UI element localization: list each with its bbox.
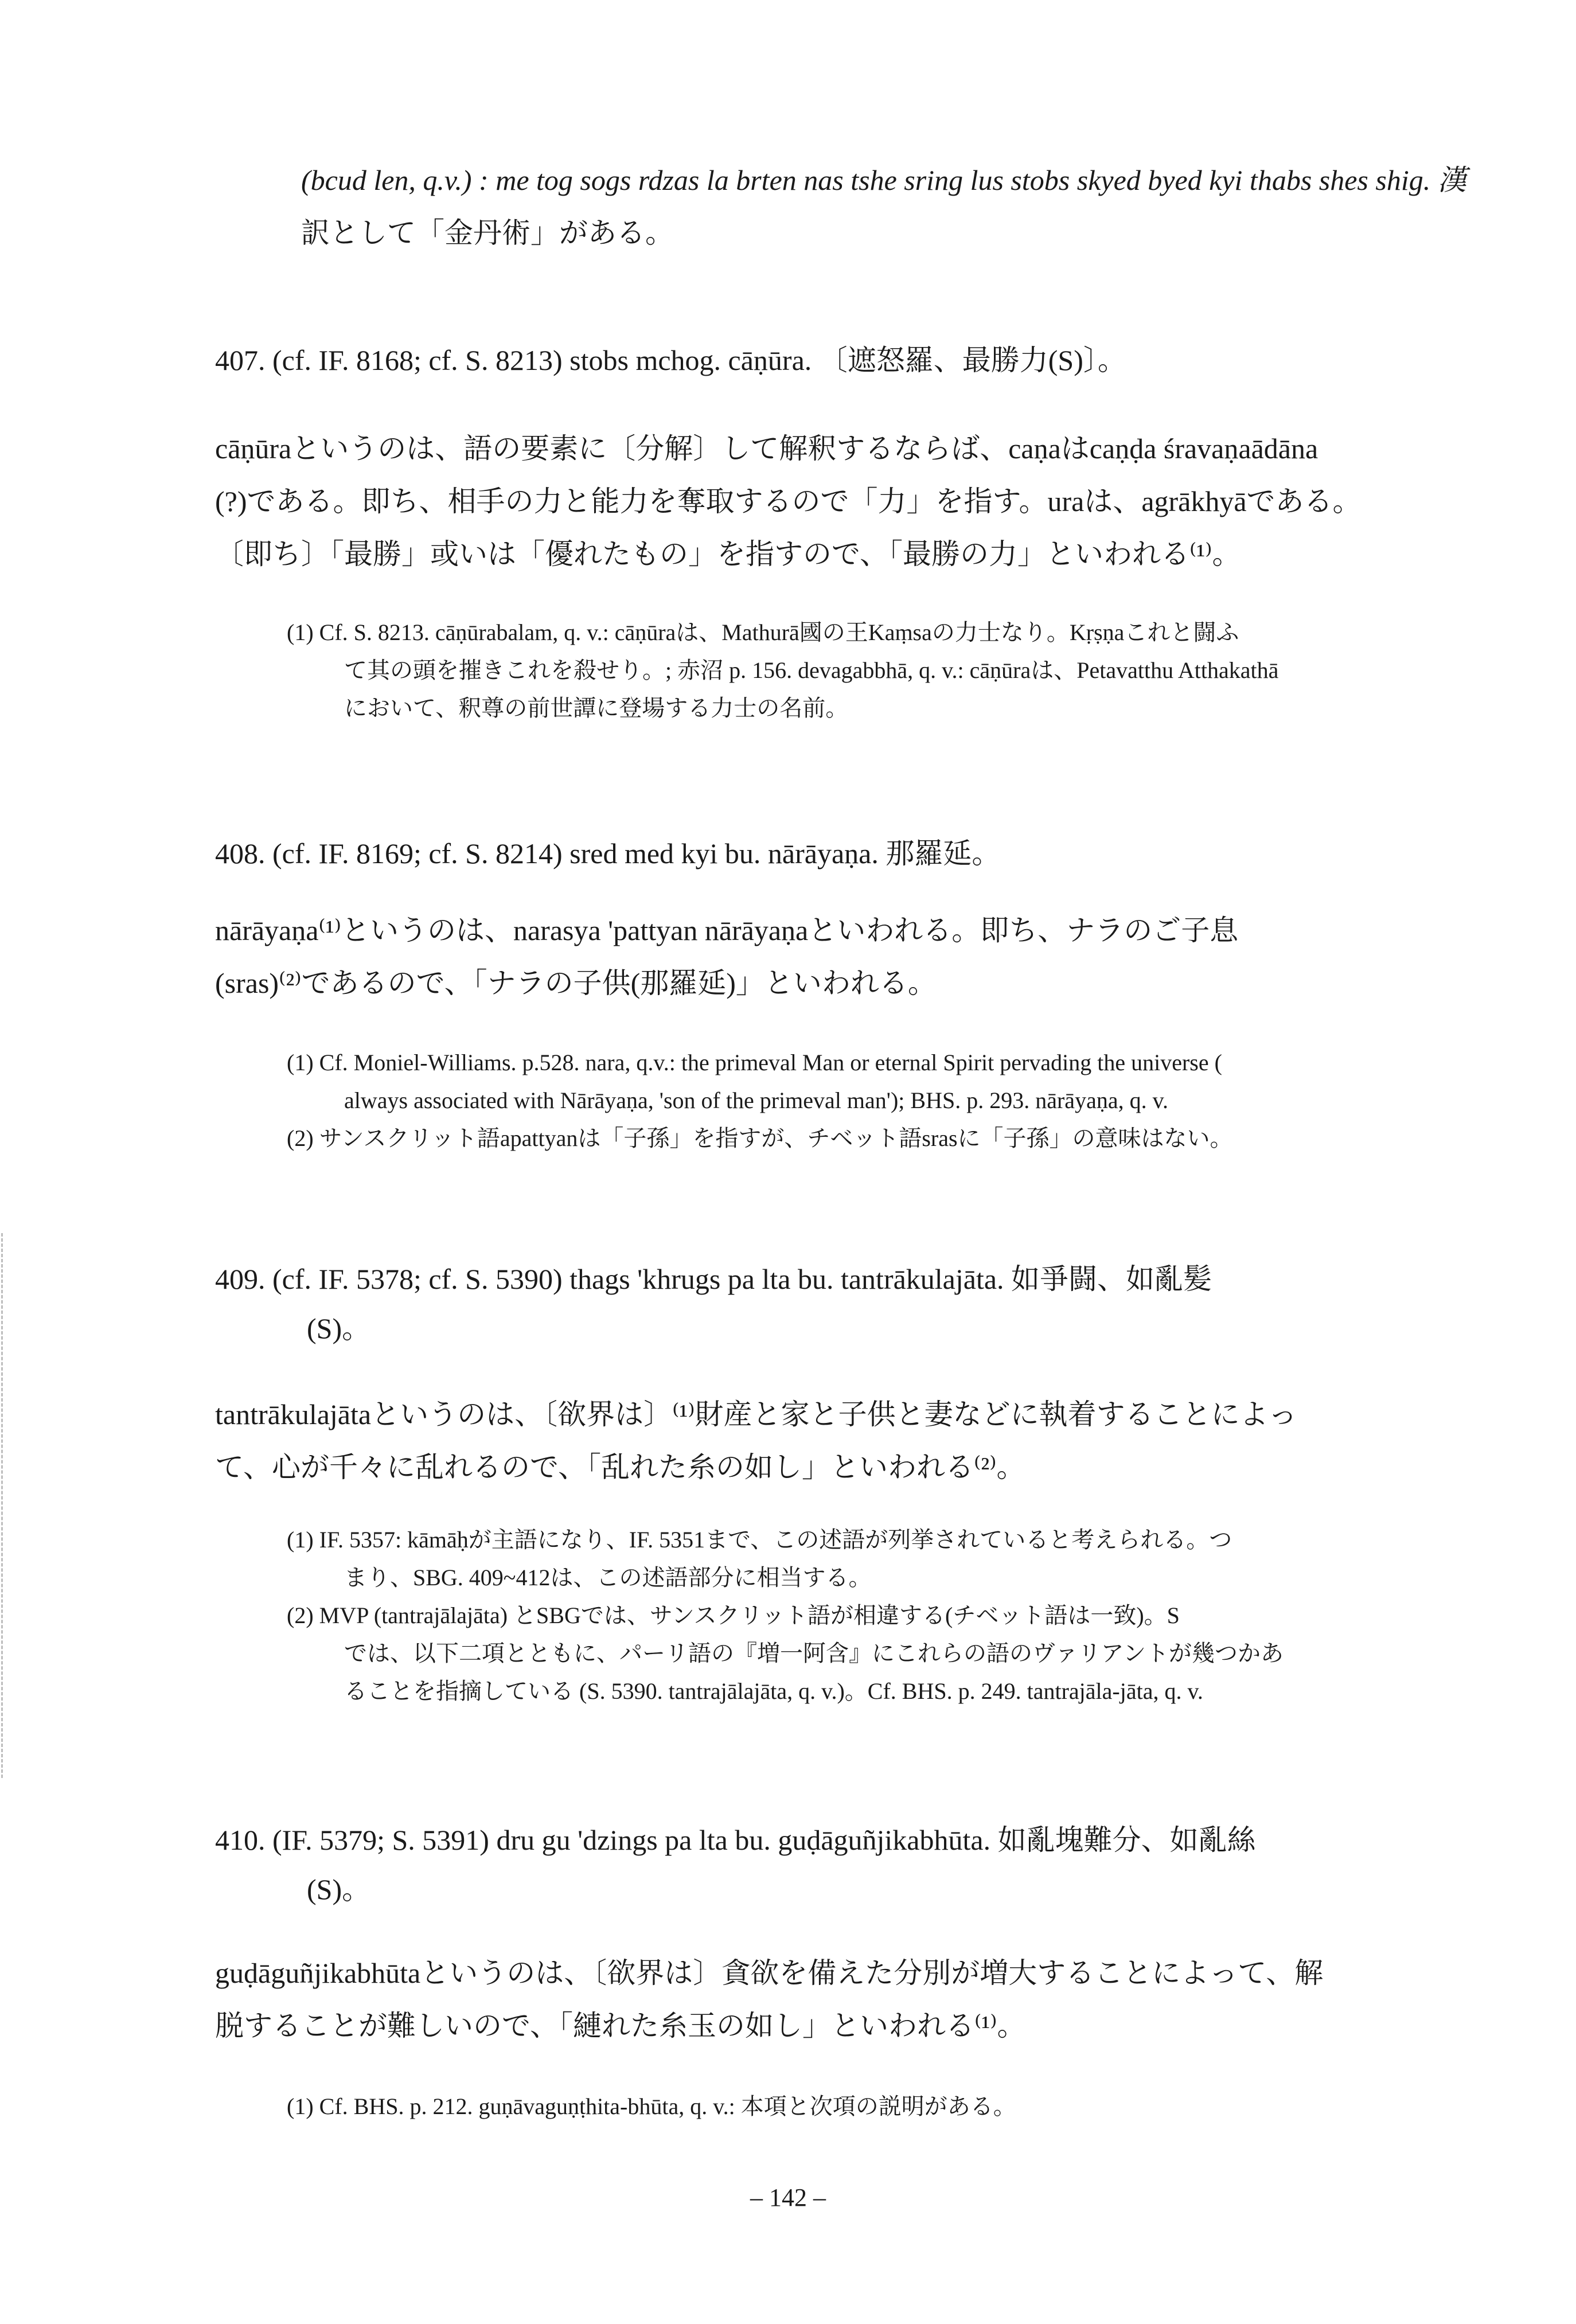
heading-line: 408. (cf. IF. 8169; cf. S. 8214) sred med kyi bu. nārāyaṇa. 那羅延。 xyxy=(215,837,1001,869)
scan-edge-mark xyxy=(1,1233,5,1778)
entry-407-body xyxy=(215,422,1404,580)
entry-409-body xyxy=(215,1388,1404,1494)
text-line: (bcud len, q.v.) : me tog sogs rdzas la brten nas tshe sring lus stobs skyed byed kyi thabs shes shig. 漢 xyxy=(301,164,1466,196)
body-line: guḍāguñjikabhūtaというのは、〔欲界は〕貪欲を備えた分別が増大することによって、解 xyxy=(215,1957,1324,1989)
entry-408-body xyxy=(215,904,1404,1009)
body-line: (sras)⁽²⁾であるので、「ナラの子供(那羅延)」といわれる。 xyxy=(215,967,937,999)
note-line: (1) Cf. S. 8213. cāṇūrabalam, q. v.: cāṇūraは、Mathurā國の王Kaṃsaの力士なり。Kṛṣṇaこれと闘ふ xyxy=(287,619,1239,645)
text-line: 訳として「金丹術」がある。 xyxy=(301,217,674,249)
note-line: (1) IF. 5357: kāmāḥが主語になり、IF. 5351まで、この述語が列挙されていると考えられる。つ xyxy=(287,1527,1232,1553)
body-line: cāṇūraというのは、語の要素に〔分解〕して解釈するならば、caṇaはcaṇḍa śravaṇaādāna xyxy=(215,432,1318,465)
body-line: nārāyaṇa⁽¹⁾というのは、narasya 'pattyan nārāyaṇaといわれる。即ち、ナラのご子息 xyxy=(215,914,1239,946)
entry-409-heading xyxy=(215,1261,1404,1347)
heading-line: (S)。 xyxy=(307,1873,371,1905)
note-line: always associated with Nārāyaṇa, 'son of the primeval man'); BHS. p. 293. nārāyaṇa, q. v. xyxy=(344,1087,1168,1113)
entry-407-notes xyxy=(215,614,1404,727)
note-line: (1) Cf. Moniel-Williams. p.528. nara, q.v.: the primeval Man or eternal Spirit pervading the universe ( xyxy=(287,1050,1222,1075)
heading-line: 407. (cf. IF. 8168; cf. S. 8213) stobs mchog. cāṇūra. 〔遮怒羅、最勝力(S)〕。 xyxy=(215,344,1126,376)
note-line: て其の頭を摧きこれを殺せり。; 赤沼 p. 156. devagabbhā, q. v.: cāṇūraは、Petavatthu Atthakathā xyxy=(344,657,1279,683)
note-line: (2) サンスクリット語apattyanは「子孫」を指すが、チベット語srasに「子孫」の意味はない。 xyxy=(287,1125,1233,1151)
note-line: (1) Cf. BHS. p. 212. guṇāvaguṇṭhita-bhūta, q. v.: 本項と次項の説明がある。 xyxy=(287,2093,1016,2119)
heading-line: 409. (cf. IF. 5378; cf. S. 5390) thags 'khrugs pa lta bu. tantrākulajāta. 如爭闘、如亂髪 xyxy=(215,1263,1212,1295)
body-line: (?)である。即ち、相手の力と能力を奪取するので「力」を指す。uraは、agrākhyāである。 xyxy=(215,485,1362,517)
body-line: 〔即ち〕「最勝」或いは「優れたもの」を指すので、「最勝の力」といわれる⁽¹⁾。 xyxy=(215,538,1241,570)
entry-407-heading xyxy=(215,342,1404,379)
note-line: では、以下二項とともに、パーリ語の『増一阿含』にこれらの語のヴァリアントが幾つかあ xyxy=(344,1640,1284,1666)
heading-line: (S)。 xyxy=(307,1312,371,1344)
entry-410-body xyxy=(215,1947,1404,2052)
entry-408-notes xyxy=(215,1044,1404,1157)
note-line: (2) MVP (tantrajālajāta) とSBGでは、サンスクリット語が相違する(チベット語は一致)。S xyxy=(287,1602,1180,1628)
continuation-paragraph xyxy=(215,154,1466,259)
note-line: ることを指摘している (S. 5390. tantrajālajāta, q. v.)。Cf. BHS. p. 249. tantrajāla-jāta, q. v. xyxy=(344,1678,1203,1704)
entry-409-notes xyxy=(215,1521,1404,1710)
body-line: て、心が千々に乱れるので、「乱れた糸の如し」といわれる⁽²⁾。 xyxy=(215,1451,1025,1483)
entry-410-heading xyxy=(215,1822,1404,1908)
entry-408-heading xyxy=(215,835,1404,872)
note-line: において、釈尊の前世譚に登場する力士の名前。 xyxy=(344,695,849,721)
note-line: まり、SBG. 409~412は、この述語部分に相当する。 xyxy=(344,1565,872,1590)
body-line: tantrākulajātaというのは、〔欲界は〕⁽¹⁾財産と家と子供と妻などに執着することによっ xyxy=(215,1398,1297,1430)
body-line: 脱することが難しいので、「縺れた糸玉の如し」といわれる⁽¹⁾。 xyxy=(215,2010,1026,2042)
heading-line: 410. (IF. 5379; S. 5391) dru gu 'dzings pa lta bu. guḍāguñjikabhūta. 如亂塊難分、如亂絲 xyxy=(215,1824,1256,1856)
entry-410-notes xyxy=(215,2088,1404,2126)
page-number: – 142 – xyxy=(750,2183,826,2212)
